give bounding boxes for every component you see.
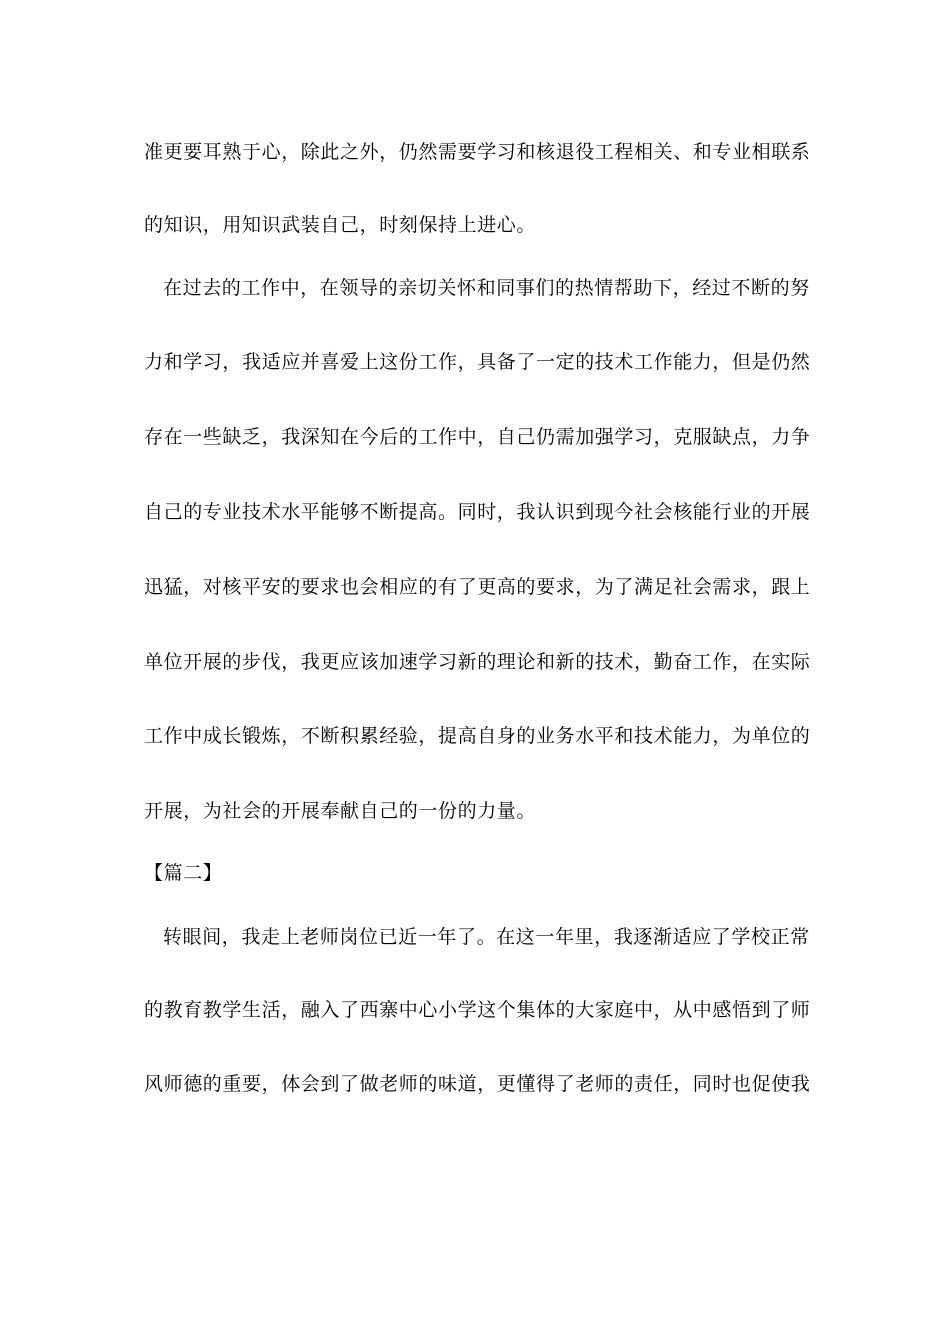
paragraph-2-line-4: 自己的专业技术水平能够不断提高。同时，我认识到现今社会核能行业的开展 xyxy=(144,501,811,523)
paragraph-3-line-2: 的教育教学生活，融入了西寨中心小学这个集体的大家庭中，从中感悟到了师 xyxy=(144,999,811,1021)
paragraph-3-line-3: 风师德的重要，体会到了做老师的味道，更懂得了老师的责任，同时也促使我 xyxy=(144,1073,811,1095)
paragraph-2-line-3: 存在一些缺乏，我深知在今后的工作中，自己仍需加强学习，克服缺点，力争 xyxy=(144,426,811,448)
paragraph-2-line-6: 单位开展的步伐，我更应该加速学习新的理论和新的技术，勤奋工作，在实际 xyxy=(144,651,811,673)
paragraph-1-line-1: 准更要耳熟于心，除此之外，仍然需要学习和核退役工程相关、和专业相联系 xyxy=(144,141,811,163)
paragraph-1-line-2: 的知识，用知识武装自己，时刻保持上进心。 xyxy=(144,214,537,236)
paragraph-2-line-2: 力和学习，我适应并喜爱上这份工作，具备了一定的技术工作能力，但是仍然 xyxy=(144,351,811,373)
paragraph-2-line-1: 在过去的工作中，在领导的亲切关怀和同事们的热情帮助下，经过不断的努 xyxy=(163,277,810,299)
section-heading: 【篇二】 xyxy=(144,862,223,884)
paragraph-3-line-1: 转眼间，我走上老师岗位已近一年了。在这一年里，我逐渐适应了学校正常 xyxy=(163,926,810,948)
paragraph-2-line-8: 开展，为社会的开展奉献自己的一份的力量。 xyxy=(144,800,537,822)
paragraph-2-line-5: 迅猛，对核平安的要求也会相应的有了更高的要求，为了满足社会需求，跟上 xyxy=(144,576,811,598)
paragraph-2-line-7: 工作中成长锻炼，不断积累经验，提高自身的业务水平和技术能力，为单位的 xyxy=(144,725,811,747)
